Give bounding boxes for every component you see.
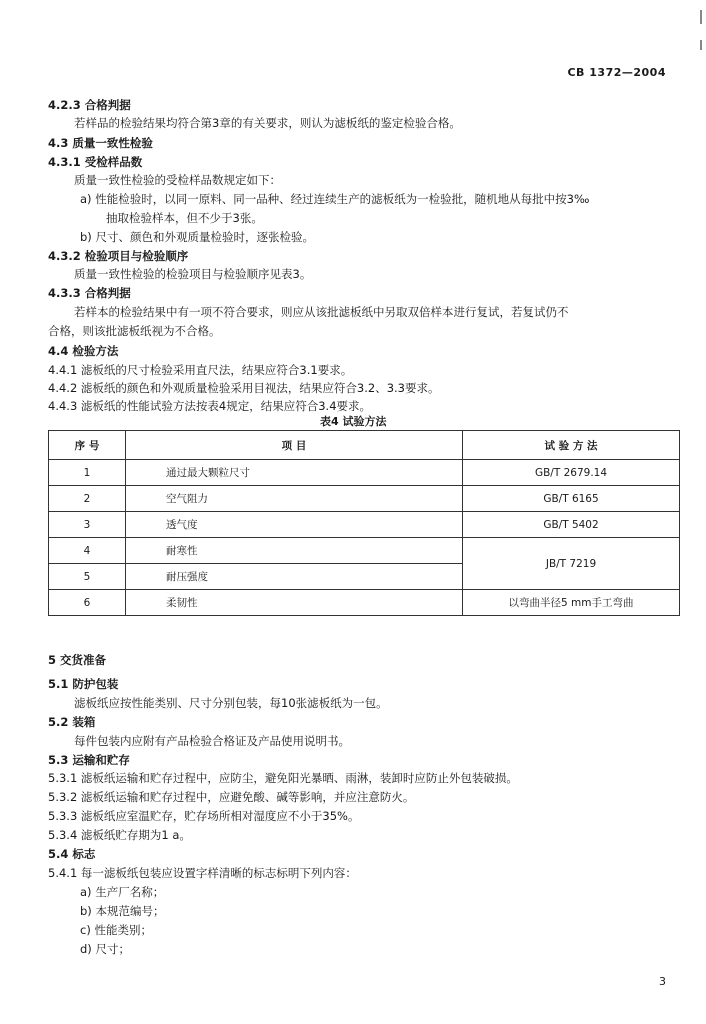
section-heading: 5.3 运输和贮存 bbox=[48, 753, 130, 767]
table-header-row bbox=[49, 431, 680, 460]
body-text-line: 若样品的检验结果均符合第3章的有关要求，则认为滤板纸的鉴定检验合格。 bbox=[74, 116, 461, 130]
body-text-line: 合格，则该批滤板纸视为不合格。 bbox=[48, 324, 221, 338]
section-heading: 5.4 标志 bbox=[48, 847, 96, 861]
row-method: GB/T 6165 bbox=[463, 486, 680, 512]
col-header-method: 试 验 方 法 bbox=[463, 431, 680, 460]
row-method: GB/T 2679.14 bbox=[463, 460, 680, 486]
row-method: 以弯曲半径5 mm手工弯曲 bbox=[463, 590, 680, 616]
row-number: 2 bbox=[49, 486, 126, 512]
body-text-line: d) 尺寸； bbox=[80, 942, 130, 956]
body-text-line: a) 生产厂名称； bbox=[80, 885, 165, 899]
body-text-line: a) 性能检验时，以同一原料、同一品种、经过连续生产的滤板纸为一检验批，随机地从每批中按3‰ bbox=[80, 192, 590, 206]
page-number: 3 bbox=[659, 975, 666, 988]
body-text-line: 滤板纸应按性能类别、尺寸分别包装，每10张滤板纸为一包。 bbox=[74, 696, 388, 710]
section-heading: 4.4 检验方法 bbox=[48, 344, 119, 358]
row-number: 4 bbox=[49, 538, 126, 564]
body-text-line: b) 本规范编号； bbox=[80, 904, 165, 918]
section-heading: 5.2 装箱 bbox=[48, 715, 96, 729]
row-number: 5 bbox=[49, 564, 126, 590]
section-heading: 4.3 质量一致性检验 bbox=[48, 136, 153, 150]
body-text-line: 5.3.1 滤板纸运输和贮存过程中，应防尘，避免阳光暴晒、雨淋，装卸时应防止外包装破损。 bbox=[48, 771, 518, 785]
row-number: 3 bbox=[49, 512, 126, 538]
body-text-line: c) 性能类别； bbox=[80, 923, 152, 937]
table-row bbox=[49, 460, 680, 486]
row-method: GB/T 5402 bbox=[463, 512, 680, 538]
row-number: 1 bbox=[49, 460, 126, 486]
row-item: 透气度 bbox=[126, 512, 463, 538]
row-method-merged: JB/T 7219 bbox=[463, 538, 680, 590]
table-row bbox=[49, 486, 680, 512]
body-text-line: 5.3.3 滤板纸应室温贮存，贮存场所相对湿度应不小于35%。 bbox=[48, 809, 360, 823]
row-item: 耐压强度 bbox=[126, 564, 463, 590]
section-heading: 4.3.1 受检样品数 bbox=[48, 155, 143, 169]
row-item: 通过最大颗粒尺寸 bbox=[126, 460, 463, 486]
col-header-number: 序 号 bbox=[49, 431, 126, 460]
section-heading: 5 交货准备 bbox=[48, 653, 107, 667]
table-row bbox=[49, 512, 680, 538]
table-row bbox=[49, 538, 680, 564]
body-text-line: 4.4.3 滤板纸的性能试验方法按表4规定，结果应符合3.4要求。 bbox=[48, 399, 372, 413]
col-header-item: 项 目 bbox=[126, 431, 463, 460]
scan-edge-mark bbox=[700, 40, 702, 50]
body-text-line: 每件包装内应附有产品检验合格证及产品使用说明书。 bbox=[74, 734, 350, 748]
scan-edge-mark bbox=[700, 10, 702, 24]
body-text-line: 5.4.1 每一滤板纸包装应设置字样清晰的标志标明下列内容： bbox=[48, 866, 357, 880]
section-heading: 5.1 防护包装 bbox=[48, 677, 119, 691]
body-text-line: 5.3.4 滤板纸贮存期为1 a。 bbox=[48, 828, 191, 842]
row-item: 空气阻力 bbox=[126, 486, 463, 512]
body-text-line: 若样本的检验结果中有一项不符合要求，则应从该批滤板纸中另取双倍样本进行复试，若复试仍不 bbox=[74, 305, 569, 319]
body-text-line: 质量一致性检验的受检样品数规定如下： bbox=[74, 173, 281, 187]
body-text-line: 4.4.1 滤板纸的尺寸检验采用直尺法，结果应符合3.1要求。 bbox=[48, 363, 353, 377]
table-row bbox=[49, 590, 680, 616]
test-methods-table bbox=[48, 430, 680, 616]
body-text-line: 质量一致性检验的检验项目与检验顺序见表3。 bbox=[74, 267, 312, 281]
body-text-line: b) 尺寸、颜色和外观质量检验时，逐张检验。 bbox=[80, 230, 314, 244]
section-heading: 4.3.3 合格判据 bbox=[48, 286, 131, 300]
table-caption: 表4 试验方法 bbox=[320, 415, 387, 428]
section-heading: 4.3.2 检验项目与检验顺序 bbox=[48, 249, 189, 263]
section-heading: 4.2.3 合格判据 bbox=[48, 98, 131, 112]
row-number: 6 bbox=[49, 590, 126, 616]
body-text-line: 4.4.2 滤板纸的颜色和外观质量检验采用目视法，结果应符合3.2、3.3要求。 bbox=[48, 381, 440, 395]
row-item: 柔韧性 bbox=[126, 590, 463, 616]
body-text-line: 5.3.2 滤板纸运输和贮存过程中，应避免酸、碱等影响，并应注意防火。 bbox=[48, 790, 415, 804]
standard-number-header: CB 1372—2004 bbox=[567, 66, 666, 79]
body-text-line: 抽取检验样本，但不少于3张。 bbox=[106, 211, 263, 225]
row-item: 耐寒性 bbox=[126, 538, 463, 564]
